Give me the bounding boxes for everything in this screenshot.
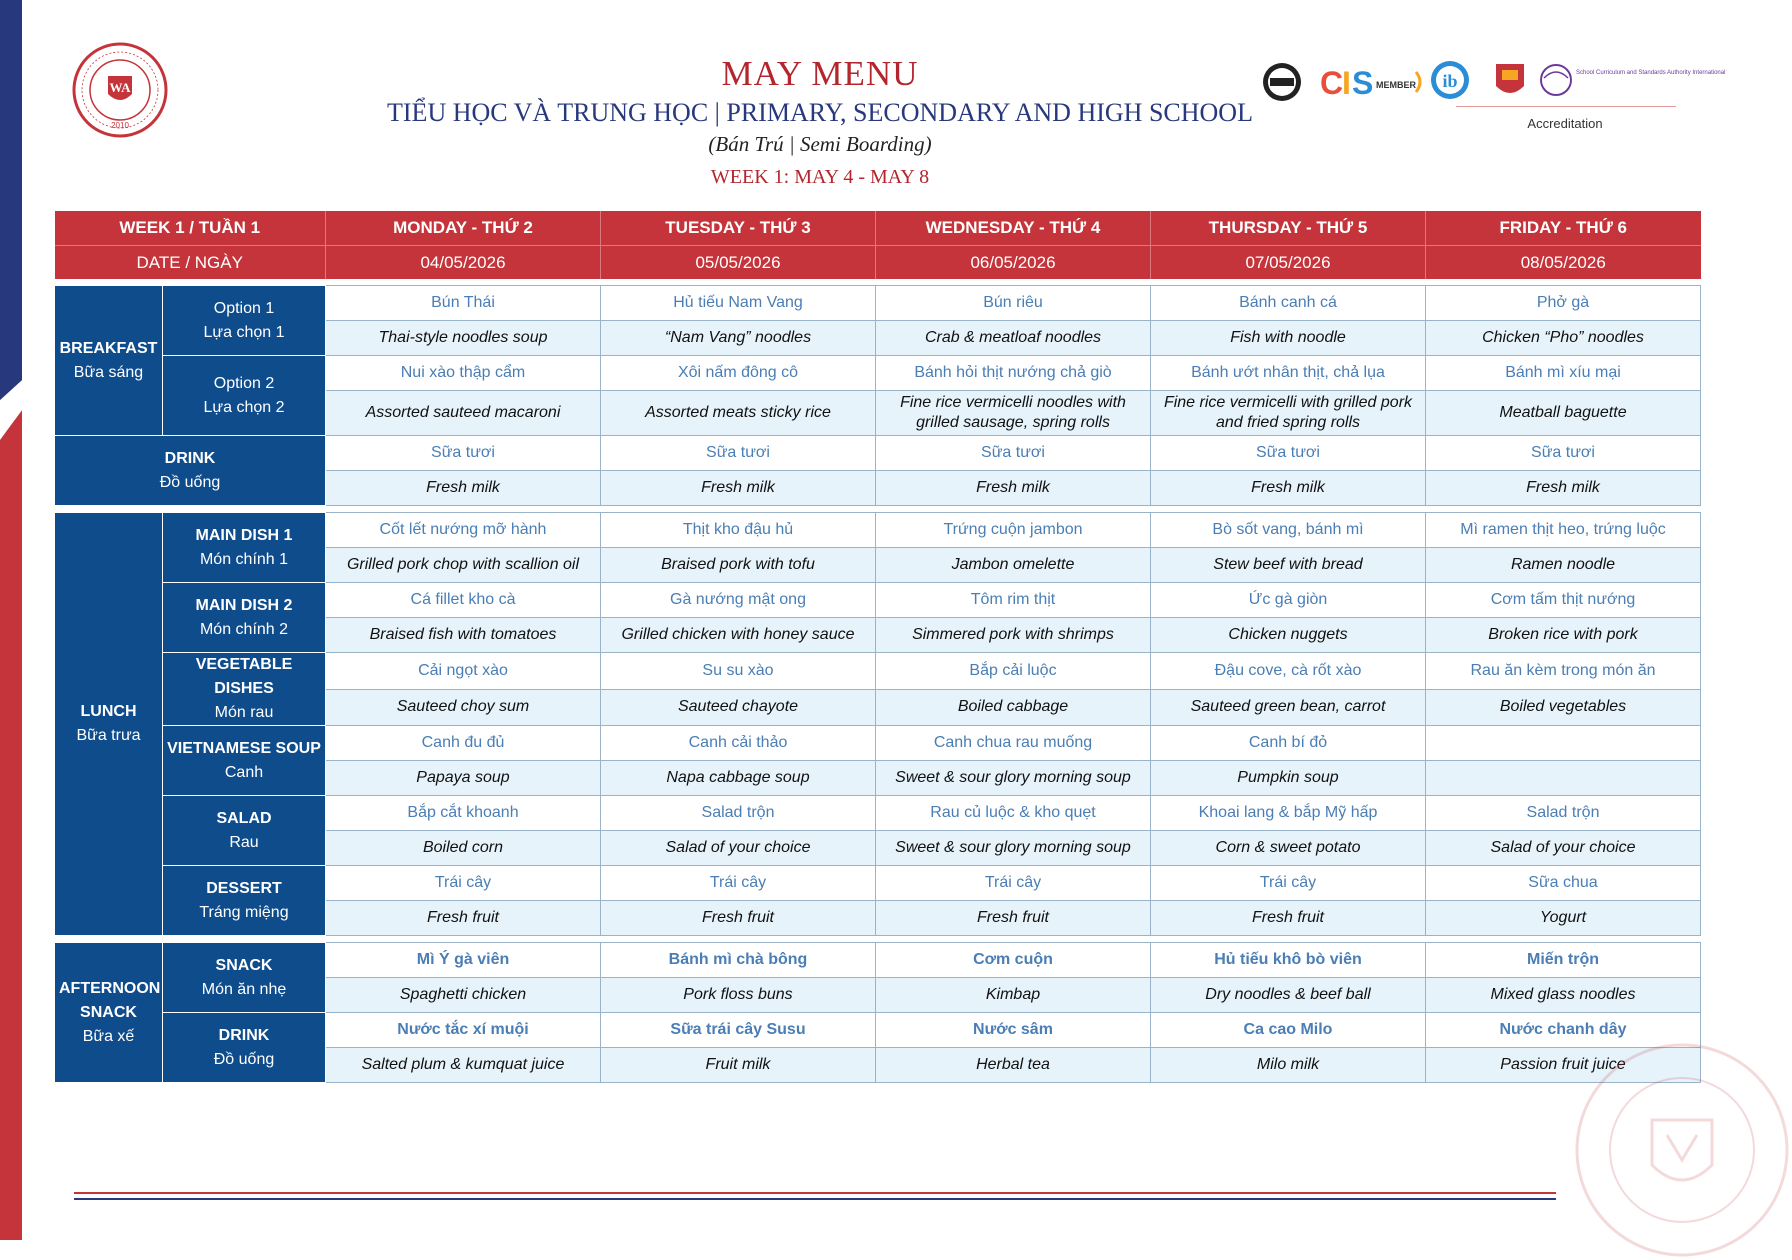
row-label-vn: Rau xyxy=(229,833,259,851)
drink-vn: Sữa trái cây Susu xyxy=(601,1013,876,1048)
breakfast-option1-vn-row xyxy=(55,286,1701,321)
dish-vn xyxy=(1426,726,1701,761)
section-label: AFTERNOON xyxy=(59,979,161,997)
dish-vn: Hủ tiếu Nam Vang xyxy=(601,286,876,321)
lunch-dessert-vn-row xyxy=(55,866,1701,901)
logo-initials: WA xyxy=(109,80,131,95)
dish-en: Ramen noodle xyxy=(1426,548,1701,583)
school-logo xyxy=(72,42,168,138)
lunch-soup-vn-row xyxy=(55,726,1701,761)
footer-line-blue xyxy=(74,1198,1556,1200)
dish-vn: Xôi nấm đông cô xyxy=(601,356,876,391)
dish-en: Boiled cabbage xyxy=(876,689,1151,726)
dish-en: Broken rice with pork xyxy=(1426,618,1701,653)
dish-vn: Canh cải thảo xyxy=(601,726,876,761)
dish-vn: Salad trộn xyxy=(601,796,876,831)
row-label-vn: Món chính 1 xyxy=(199,550,289,568)
drink-en: Fresh milk xyxy=(876,471,1151,506)
ib-logo xyxy=(1431,61,1469,99)
dish-vn: Canh chua rau muống xyxy=(876,726,1151,761)
dish-vn: Trái cây xyxy=(326,866,601,901)
scsa-text: School Curriculum and Standards Authority International xyxy=(1576,70,1726,76)
left-band-blue xyxy=(0,0,22,400)
snack-vn: Miến trộn xyxy=(1426,943,1701,978)
drink-vn: Sữa tươi xyxy=(601,436,876,471)
lunch-row-label xyxy=(163,583,326,653)
dish-en: Salad of your choice xyxy=(1426,831,1701,866)
date-cell: 04/05/2026 xyxy=(326,246,601,280)
dish-vn: Canh bí đỏ xyxy=(1151,726,1426,761)
snack-vn: Mì Ý gà viên xyxy=(326,943,601,978)
section-label-vn: Bữa xế xyxy=(82,1027,135,1045)
cis-logo xyxy=(1320,65,1420,101)
drink-vn: Sữa tươi xyxy=(1151,436,1426,471)
cognia-logo xyxy=(1263,63,1301,101)
dish-en: Braised pork with tofu xyxy=(601,548,876,583)
snack-label xyxy=(163,943,326,1013)
day-header: WEDNESDAY - THỨ 4 xyxy=(876,211,1151,246)
lunch-veg-vn-row xyxy=(55,653,1701,690)
drink-vn: Sữa tươi xyxy=(876,436,1151,471)
day-header: THURSDAY - THỨ 5 xyxy=(1151,211,1426,246)
dish-vn: Cá fillet kho cà xyxy=(326,583,601,618)
drink-en: Fresh milk xyxy=(326,471,601,506)
dish-vn: Bún riêu xyxy=(876,286,1151,321)
day-header: TUESDAY - THỨ 3 xyxy=(601,211,876,246)
dish-en: Fresh fruit xyxy=(876,901,1151,936)
dish-en: “Nam Vang” noodles xyxy=(601,321,876,356)
dish-vn: Phở gà xyxy=(1426,286,1701,321)
dish-en: Sauteed choy sum xyxy=(326,689,601,726)
dish-en: Sauteed green bean, carrot xyxy=(1151,689,1426,726)
watermark-seal xyxy=(1572,1040,1792,1260)
dish-vn: Salad trộn xyxy=(1426,796,1701,831)
menu-subtitle: TIỂU HỌC VÀ TRUNG HỌC | PRIMARY, SECONDARY AND HIGH SCHOOL xyxy=(387,98,1253,127)
snack-en: Dry noodles & beef ball xyxy=(1151,978,1426,1013)
row-label-vn: Lựa chọn 2 xyxy=(203,398,285,416)
lunch-section xyxy=(55,513,163,936)
drink-vn: Ca cao Milo xyxy=(1151,1013,1426,1048)
dish-vn: Bắp cải luộc xyxy=(876,653,1151,690)
dish-en: Crab & meatloaf noodles xyxy=(876,321,1151,356)
date-cell: 06/05/2026 xyxy=(876,246,1151,280)
dish-en: Pumpkin soup xyxy=(1151,761,1426,796)
snack-vn: Bánh mì chà bông xyxy=(601,943,876,978)
dish-en: Fish with noodle xyxy=(1151,321,1426,356)
dish-vn: Tôm rim thịt xyxy=(876,583,1151,618)
dish-en: Thai-style noodles soup xyxy=(326,321,601,356)
drink-en: Fresh milk xyxy=(1151,471,1426,506)
row-label-vn: Đồ uống xyxy=(159,473,221,491)
section-label: BREAKFAST xyxy=(59,339,158,357)
row-label: DRINK xyxy=(218,1026,270,1044)
drink-vn: Nước chanh dây xyxy=(1426,1013,1701,1048)
dish-vn: Rau củ luộc & kho quẹt xyxy=(876,796,1151,831)
snack-en: Spaghetti chicken xyxy=(326,978,601,1013)
date-cell: 08/05/2026 xyxy=(1426,246,1701,280)
lunch-main2-vn-row xyxy=(55,583,1701,618)
breakfast-option2-vn-row xyxy=(55,356,1701,391)
row-label: DESSERT xyxy=(206,879,282,897)
dish-vn: Cải ngọt xào xyxy=(326,653,601,690)
option1-label xyxy=(163,286,326,356)
afternoon-drink-vn-row xyxy=(55,1013,1701,1048)
afternoon-section xyxy=(55,943,163,1083)
dish-vn: Canh đu đủ xyxy=(326,726,601,761)
dish-en: Boiled corn xyxy=(326,831,601,866)
dish-en: Simmered pork with shrimps xyxy=(876,618,1151,653)
row-label: VIETNAMESE SOUP xyxy=(167,739,321,757)
dish-vn: Khoai lang & bắp Mỹ hấp xyxy=(1151,796,1426,831)
section-label-vn: Bữa sáng xyxy=(73,363,144,381)
breakfast-section xyxy=(55,286,163,436)
menu-title: MAY MENU xyxy=(721,54,919,93)
week-label: WEEK 1 / TUẦN 1 xyxy=(55,211,326,246)
drink-en: Fruit milk xyxy=(601,1048,876,1083)
svg-text:ib: ib xyxy=(1442,71,1458,91)
date-cell: 07/05/2026 xyxy=(1151,246,1426,280)
dish-vn: Bắp cắt khoanh xyxy=(326,796,601,831)
dish-vn: Sữa chua xyxy=(1426,866,1701,901)
dish-vn: Su su xào xyxy=(601,653,876,690)
dish-vn: Bò sốt vang, bánh mì xyxy=(1151,513,1426,548)
row-label-vn: Món chính 2 xyxy=(199,620,289,638)
cis-member-text: MEMBER xyxy=(1376,80,1416,90)
accreditation-label: Accreditation xyxy=(1527,116,1603,131)
date-row xyxy=(55,246,1701,280)
dish-en: Jambon omelette xyxy=(876,548,1151,583)
section-label-2: SNACK xyxy=(80,1003,137,1021)
row-label: SALAD xyxy=(216,809,272,827)
dish-vn: Mì ramen thịt heo, trứng luộc xyxy=(1426,513,1701,548)
row-label-vn: Đồ uống xyxy=(213,1050,275,1068)
dish-en: Assorted meats sticky rice xyxy=(601,391,876,436)
svg-text:S: S xyxy=(1352,65,1374,101)
section-label-vn: Bữa trưa xyxy=(76,727,141,744)
drink-en: Passion fruit juice xyxy=(1426,1048,1701,1083)
dish-en: Fine rice vermicelli noodles with grilled sausage, spring rolls xyxy=(876,391,1151,436)
date-label: DATE / NGÀY xyxy=(55,246,326,280)
dish-vn: Bánh mì xíu mại xyxy=(1426,356,1701,391)
dish-en: Sweet & sour glory morning soup xyxy=(876,761,1151,796)
svg-text:I: I xyxy=(1342,65,1351,101)
row-label-vn: Tráng miệng xyxy=(199,903,289,921)
menu-mode: (Bán Trú | Semi Boarding) xyxy=(708,132,932,156)
afternoon-snack-vn-row xyxy=(55,943,1701,978)
dish-vn: Bánh ướt nhân thịt, chả lụa xyxy=(1151,356,1426,391)
dish-vn: Ức gà giòn xyxy=(1151,583,1426,618)
western-australia-crest xyxy=(1496,64,1524,93)
day-header: MONDAY - THỨ 2 xyxy=(326,211,601,246)
snack-en: Kimbap xyxy=(876,978,1151,1013)
row-label-vn: Món rau xyxy=(214,704,274,721)
afternoon-drink-label xyxy=(163,1013,326,1083)
dish-en: Fresh fruit xyxy=(1151,901,1426,936)
drink-en: Salted plum & kumquat juice xyxy=(326,1048,601,1083)
dish-vn: Rau ăn kèm trong món ăn xyxy=(1426,653,1701,690)
dish-en: Fresh fruit xyxy=(326,901,601,936)
left-band-red xyxy=(0,420,22,1240)
day-header: FRIDAY - THỨ 6 xyxy=(1426,211,1701,246)
dish-vn: Trái cây xyxy=(1151,866,1426,901)
dish-vn: Trái cây xyxy=(601,866,876,901)
footer-line-red xyxy=(74,1192,1556,1194)
drink-vn: Sữa tươi xyxy=(326,436,601,471)
dish-vn: Trái cây xyxy=(876,866,1151,901)
row-label: VEGETABLE DISHES xyxy=(195,656,293,697)
menu-table xyxy=(54,211,1701,1083)
option2-label xyxy=(163,356,326,436)
lunch-row-label xyxy=(163,726,326,796)
row-label: Option 1 xyxy=(213,299,275,317)
dish-vn: Bún Thái xyxy=(326,286,601,321)
dish-en: Assorted sauteed macaroni xyxy=(326,391,601,436)
dish-vn: Bánh hỏi thịt nướng chả giò xyxy=(876,356,1151,391)
logo-year: 2010 xyxy=(111,121,129,130)
row-label: MAIN DISH 2 xyxy=(195,596,293,614)
dish-vn: Bánh canh cá xyxy=(1151,286,1426,321)
lunch-main1-vn-row xyxy=(55,513,1701,548)
dish-en xyxy=(1426,761,1701,796)
row-label: DRINK xyxy=(164,449,216,467)
dish-vn: Đậu cove, cà rốt xào xyxy=(1151,653,1426,690)
breakfast-drink-vn-row xyxy=(55,436,1701,471)
snack-en: Pork floss buns xyxy=(601,978,876,1013)
row-label-vn: Món ăn nhẹ xyxy=(201,980,287,998)
svg-text:C: C xyxy=(1320,65,1344,101)
lunch-row-label xyxy=(163,513,326,583)
dish-en: Sweet & sour glory morning soup xyxy=(876,831,1151,866)
lunch-row-label xyxy=(163,796,326,866)
dish-en: Fresh fruit xyxy=(601,901,876,936)
snack-vn: Cơm cuộn xyxy=(876,943,1151,978)
dish-en: Boiled vegetables xyxy=(1426,689,1701,726)
dish-en: Braised fish with tomatoes xyxy=(326,618,601,653)
snack-vn: Hủ tiếu khô bò viên xyxy=(1151,943,1426,978)
dish-en: Chicken nuggets xyxy=(1151,618,1426,653)
lunch-salad-vn-row xyxy=(55,796,1701,831)
week-range: WEEK 1: MAY 4 - MAY 8 xyxy=(710,166,930,188)
drink-en: Fresh milk xyxy=(1426,471,1701,506)
drink-vn: Sữa tươi xyxy=(1426,436,1701,471)
dish-en: Corn & sweet potato xyxy=(1151,831,1426,866)
drink-en: Fresh milk xyxy=(601,471,876,506)
drink-en: Milo milk xyxy=(1151,1048,1426,1083)
row-label: SNACK xyxy=(215,956,273,974)
dish-en: Grilled pork chop with scallion oil xyxy=(326,548,601,583)
breakfast-drink-label xyxy=(55,436,326,506)
dish-en: Grilled chicken with honey sauce xyxy=(601,618,876,653)
dish-en: Yogurt xyxy=(1426,901,1701,936)
lunch-row-label xyxy=(163,866,326,936)
left-band-slash xyxy=(0,380,22,440)
dish-vn: Nui xào thập cẩm xyxy=(326,356,601,391)
dish-vn: Gà nướng mật ong xyxy=(601,583,876,618)
dish-en: Fine rice vermicelli with grilled pork and fried spring rolls xyxy=(1151,391,1426,436)
row-label-vn: Lựa chọn 1 xyxy=(203,323,285,341)
dish-en: Papaya soup xyxy=(326,761,601,796)
drink-vn: Nước sâm xyxy=(876,1013,1151,1048)
dish-en: Salad of your choice xyxy=(601,831,876,866)
accreditation-divider xyxy=(1456,106,1676,107)
lunch-row-label xyxy=(163,653,326,726)
date-cell: 05/05/2026 xyxy=(601,246,876,280)
row-label: MAIN DISH 1 xyxy=(195,526,293,544)
snack-en: Mixed glass noodles xyxy=(1426,978,1701,1013)
row-label: Option 2 xyxy=(213,374,275,392)
dish-en: Napa cabbage soup xyxy=(601,761,876,796)
drink-en: Herbal tea xyxy=(876,1048,1151,1083)
dish-en: Sauteed chayote xyxy=(601,689,876,726)
drink-vn: Nước tắc xí muội xyxy=(326,1013,601,1048)
day-header-row xyxy=(55,211,1701,246)
dish-vn: Thịt kho đậu hủ xyxy=(601,513,876,548)
dish-vn: Trứng cuộn jambon xyxy=(876,513,1151,548)
dish-en: Chicken “Pho” noodles xyxy=(1426,321,1701,356)
section-label: LUNCH xyxy=(80,703,137,720)
dish-vn: Cốt lết nướng mỡ hành xyxy=(326,513,601,548)
dish-en: Meatball baguette xyxy=(1426,391,1701,436)
dish-vn: Cơm tấm thịt nướng xyxy=(1426,583,1701,618)
scsa-logo xyxy=(1541,65,1725,95)
row-label-vn: Canh xyxy=(224,763,264,781)
dish-en: Stew beef with bread xyxy=(1151,548,1426,583)
